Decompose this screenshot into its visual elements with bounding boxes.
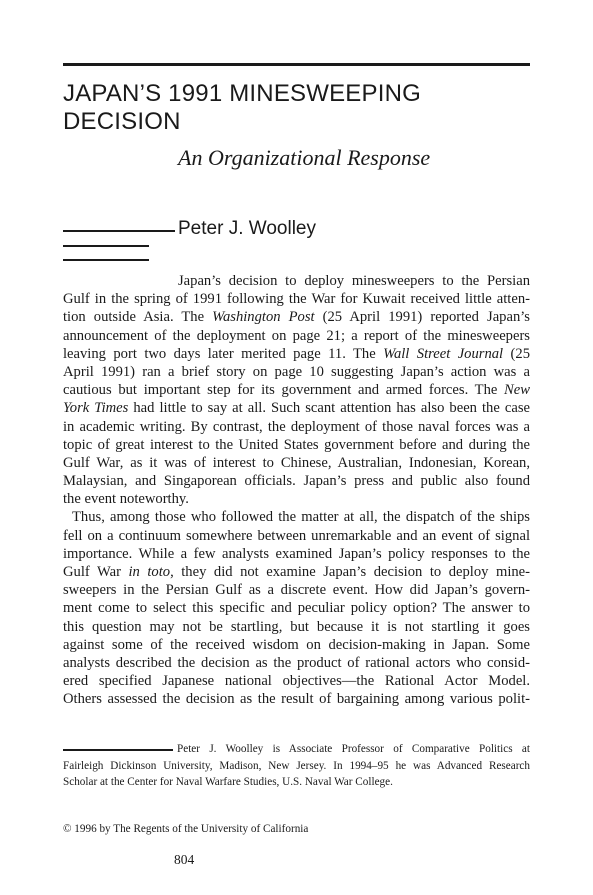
page-number: 804 bbox=[174, 852, 195, 867]
text-line: in academic writing. By contrast, the deployment of those naval forces was a bbox=[63, 418, 530, 435]
footnote-line: Scholar at the Center for Naval Warfare Studies, U.S. Naval War College. bbox=[63, 776, 393, 788]
text-line: ment come to select this specific and peculiar policy option? The answer to bbox=[63, 600, 530, 617]
author-rule bbox=[63, 259, 149, 261]
text-line: leaving port two days later merited page 11. The Wall Street Journal (25 bbox=[63, 345, 530, 362]
text-line: importance. While a few analysts examined Japan’s policy responses to the bbox=[63, 545, 530, 562]
article-body bbox=[63, 272, 530, 709]
paragraph bbox=[63, 508, 530, 708]
text-line: topic of great interest to the United States government before and during the bbox=[63, 436, 530, 453]
text-line: York Times had little to say at all. Such scant attention has also been the case bbox=[63, 400, 530, 417]
text-line: this question may not be startling, but because it is not startling it goes bbox=[63, 618, 530, 635]
text-line: analysts described the decision as the product of rational actors who consid- bbox=[63, 654, 530, 671]
text-line: Gulf War, as it was of interest to Chinese, Australian, Indonesian, Korean, bbox=[63, 454, 530, 471]
author-rule bbox=[63, 245, 149, 247]
text-line: announcement of the deployment on page 21; a report of the minesweepers bbox=[63, 327, 530, 344]
text-line: April 1991) ran a brief story on page 10 suggesting Japan’s action was a bbox=[63, 363, 530, 380]
copyright-notice: © 1996 by The Regents of the University of California bbox=[63, 823, 309, 835]
text-line: ered specified Japanese national objectives—the Rational Actor Model. bbox=[63, 673, 530, 690]
text-line: Gulf War in toto, they did not examine Japan’s decision to deploy mine- bbox=[63, 564, 530, 580]
text-line: tion outside Asia. The Washington Post (25 April 1991) reported Japan’s bbox=[63, 309, 530, 326]
text-line: Others assessed the decision as the result of bargaining among various polit- bbox=[63, 691, 530, 708]
author-rule bbox=[63, 230, 175, 232]
paragraph bbox=[63, 272, 530, 508]
text-line: the event noteworthy. bbox=[63, 491, 189, 508]
text-line: fell on a continuum somewhere between unremarkable and an event of signal bbox=[63, 527, 530, 544]
title-line: DECISION bbox=[63, 108, 181, 135]
title-line: JAPAN’S 1991 MINESWEEPING bbox=[63, 80, 421, 107]
text-line: Japan’s decision to deploy minesweepers to the Persian bbox=[178, 273, 530, 289]
article-title bbox=[63, 80, 543, 136]
footnote-line: Fairleigh Dickinson University, Madison, New Jersey. In 1994–95 he was Advanced Research bbox=[63, 759, 530, 772]
author-name: Peter J. Woolley bbox=[178, 218, 316, 239]
top-rule bbox=[63, 63, 530, 66]
text-line: Thus, among those who followed the matter at all, the dispatch of the ships bbox=[72, 509, 530, 526]
text-line: Malaysian, and Singaporean officials. Japan’s press and public also found bbox=[63, 473, 530, 490]
text-line: cautious but important step for its government and armed forces. The New bbox=[63, 382, 530, 399]
article-subtitle: An Organizational Response bbox=[178, 145, 431, 170]
footnote-line: Peter J. Woolley is Associate Professor of Comparative Politics at bbox=[177, 743, 530, 755]
author-footnote bbox=[63, 741, 530, 791]
text-line: sweepers in the Persian Gulf as a discrete event. How did Japan’s govern- bbox=[63, 582, 530, 599]
text-line: against some of the received wisdom on decision-making in Japan. Some bbox=[63, 636, 530, 653]
text-line: Gulf in the spring of 1991 following the War for Kuwait received little atten- bbox=[63, 291, 530, 308]
